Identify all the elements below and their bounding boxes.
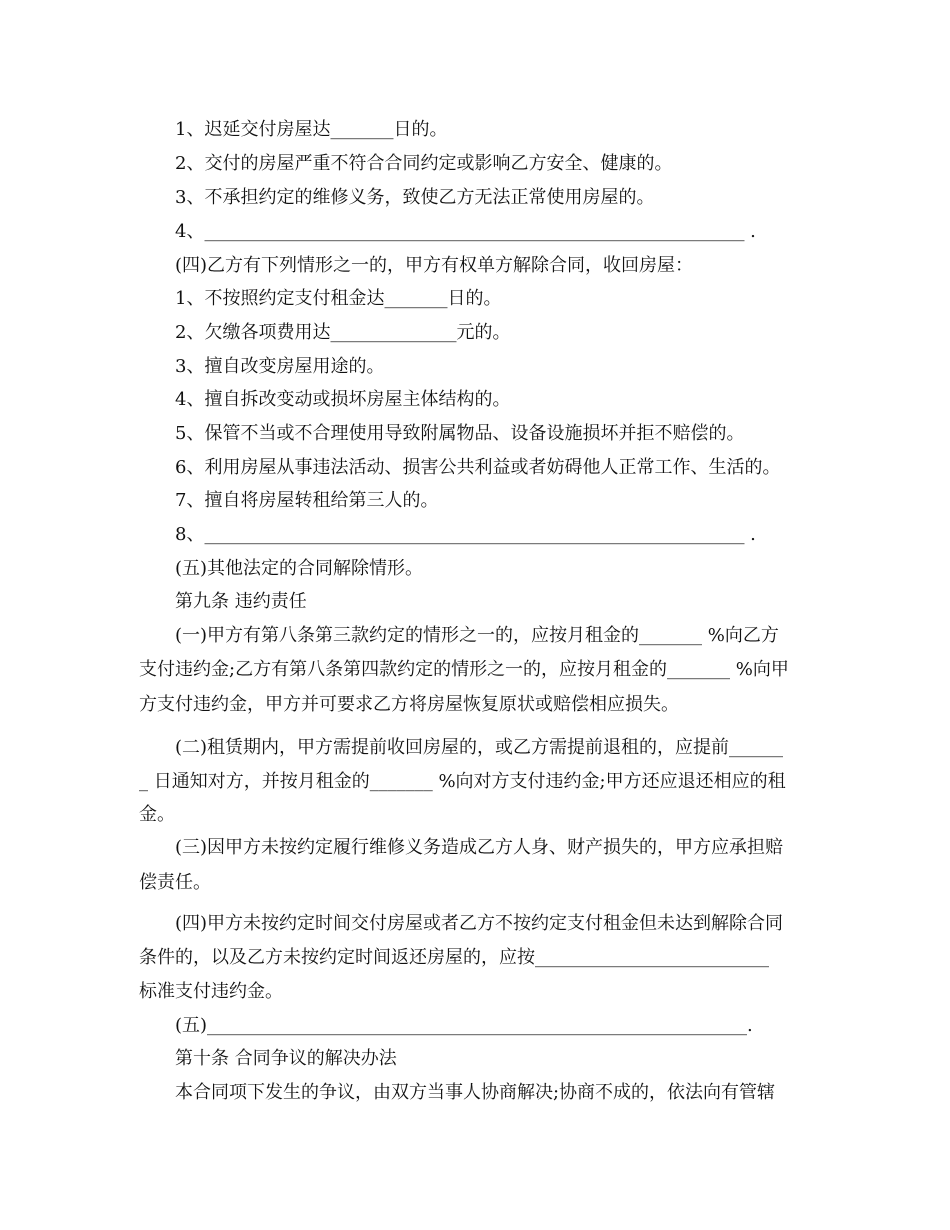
text-line: 6、利用房屋从事违法活动、损害公共利益或者妨碍他人正常工作、生活的。 (175, 457, 781, 478)
text-line: 8、____________________________________________________________ . (175, 524, 756, 545)
text-line: 支付违约金;乙方有第八条第四款约定的情形之一的，应按月租金的_______ %向甲 (139, 659, 789, 680)
section-heading: 第十条 合同争议的解决办法 (175, 1048, 397, 1069)
text-line: 2、欠缴各项费用达______________元的。 (175, 322, 511, 343)
text-line: 标准支付违约金。 (139, 981, 283, 1002)
section-heading: 第九条 违约责任 (175, 591, 307, 612)
text-line: 2、交付的房屋严重不符合合同约定或影响乙方安全、健康的。 (175, 153, 673, 174)
text-line: 5、保管不当或不合理使用导致附属物品、设备设施损坏并拒不赔偿的。 (175, 423, 745, 444)
text-line: 金。 (139, 804, 175, 825)
text-line: 3、不承担约定的维修义务，致使乙方无法正常使用房屋的。 (175, 187, 655, 208)
text-line: 偿责任。 (139, 872, 211, 893)
text-line: 3、擅自改变房屋用途的。 (175, 356, 385, 377)
text-line: (五)其他法定的合同解除情形。 (175, 558, 424, 579)
text-line: (一)甲方有第八条第三款约定的情形之一的，应按月租金的_______ %向乙方 (175, 625, 779, 646)
text-line: (四)甲方未按约定时间交付房屋或者乙方不按约定支付租金但未达到解除合同 (175, 913, 784, 934)
text-line: 1、不按照约定支付租金达_______日的。 (175, 288, 502, 309)
text-line: 4、擅自拆改变动或损坏房屋主体结构的。 (175, 389, 511, 410)
text-line: 方支付违约金，甲方并可要求乙方将房屋恢复原状或赔偿相应损失。 (139, 694, 679, 715)
text-line: 条件的，以及乙方未按约定时间返还房屋的，应按__________________________ (139, 947, 769, 968)
text-line: 4、____________________________________________________________ . (175, 221, 756, 242)
text-line: (五)____________________________________________________________. (175, 1015, 753, 1036)
text-line: (四)乙方有下列情形之一的，甲方有权单方解除合同，收回房屋： (175, 255, 694, 276)
text-line: (二)租赁期内，甲方需提前收回房屋的，或乙方需提前退租的，应提前______ (175, 737, 784, 758)
text-line: (三)因甲方未按约定履行维修义务造成乙方人身、财产损失的，甲方应承担赔 (175, 837, 784, 858)
text-line: 本合同项下发生的争议，由双方当事人协商解决;协商不成的，依法向有管辖 (175, 1082, 776, 1103)
text-line: _ 日通知对方，并按月租金的_______ %向对方支付违约金;甲方还应退还相应的租 (139, 771, 786, 792)
text-line: 7、擅自将房屋转租给第三人的。 (175, 490, 439, 511)
text-line: 1、迟延交付房屋达_______日的。 (175, 119, 448, 140)
